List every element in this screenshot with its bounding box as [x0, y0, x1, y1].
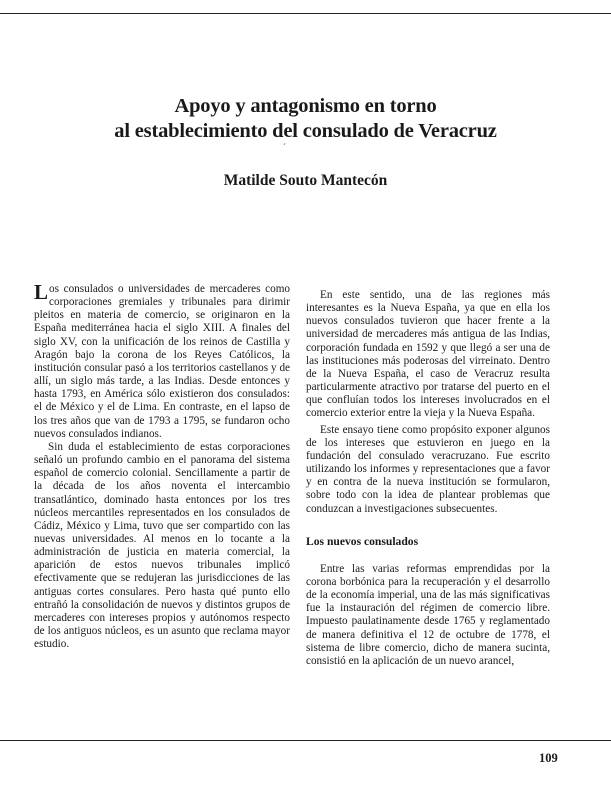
left-column: [34, 280, 290, 651]
drop-cap: L: [34, 280, 49, 304]
title-line-2: al establecimiento del consulado de Veracruz: [114, 120, 497, 142]
right-paragraph-1: En este sentido, una de las regiones más interesantes es la Nueva España, ya que en ella los nuevos consulados tuvieron que hacer frente a la universidad de mercaderes más antigua de las Indias, corporación fundada en 1592 y que llegó a ser una de las instituciones más poderosas del virreinato. Dentro de la Nueva España, el caso de Veracruz resulta particularmente atractivo por tratarse del puerto en el que confluían todos los intereses involucrados en el comercio exterior entre la vieja y la Nueva España.: [306, 289, 550, 420]
title-line-1: Apoyo y antagonismo en torno: [174, 95, 437, 117]
section-heading: Los nuevos consulados: [306, 534, 419, 548]
left-paragraph-1: [34, 280, 290, 441]
left-paragraph-2: Sin duda el establecimiento de estas corporaciones señaló un profundo cambio en el panorama del sistema español de comercio colonial. Sencillamente a partir de la década de los años noventa el intercambio transatlántico, dominado hasta entonces por los tres núcleos mercantiles representados en los consulados de Cádiz, México y Lima, tuvo que ser compartido con las nuevas universidades. Al menos en lo tocante a la administración de justicia en materia comercial, la aparición de estos nuevos tribunales implicó efectivamente que se redujeran las jurisdicciones de las antiguas cortes consulares. Pero hasta qué punto ello entrañó la consolidación de nuevos y distintos grupos de mercaderes con intereses propios y autónomos respecto de los antiguos núcleos, es un asunto que reclama mayor estudio.: [34, 440, 290, 651]
right-paragraph-3: Entre las varias reformas emprendidas por la corona borbónica para la recuperación y el desarrollo de la economía imperial, una de las más significativas fue la instauración del régimen de comercio libre. Impuesto paulatinamente desde 1765 y reglamentado de manera definitiva el 12 de octubre de 1778, el sistema de libre comercio, dicho de manera sucinta, consistió en la aplicación de un nuevo arancel,: [306, 562, 550, 667]
title-mark: ´: [283, 142, 286, 152]
article-title: [0, 94, 611, 144]
right-paragraph-2: Este ensayo tiene como propósito exponer algunos de los intereses que estuvieron en juego en la fundación del consulado veracruzano. Fue escrito utilizando los informes y representaciones que a favor y en contra de la nueva institución se formularon, sobre todo con la idea de plantear problemas que conduzcan a investigaciones subsecuentes.: [306, 423, 550, 515]
top-rule: [0, 13, 611, 14]
left-paragraph-1-text: os consulados o universidades de mercaderes como corporaciones gremiales y tribunales para dirimir pleitos en materia de comercio, se originaron en la España mediterránea hacia el siglo XIII. A finales del siglo XV, con la unificación de los reinos de Castilla y Aragón bajo la corona de los Reyes Católicos, la institución consular pasó a los territorios castellanos y de allí, un siglo más tarde, a las Indias. Desde entonces y hasta 1793, en América sólo existieron dos consulados: el de México y el de Lima. En contraste, en el lapso de los tres años que van de 1793 a 1795, se fundaron ocho nuevos consulados indianos.: [34, 283, 290, 440]
page-number: 109: [539, 751, 558, 765]
author-name: Matilde Souto Mantecón: [223, 172, 388, 189]
right-column: [306, 289, 550, 668]
bottom-rule: [0, 740, 611, 741]
